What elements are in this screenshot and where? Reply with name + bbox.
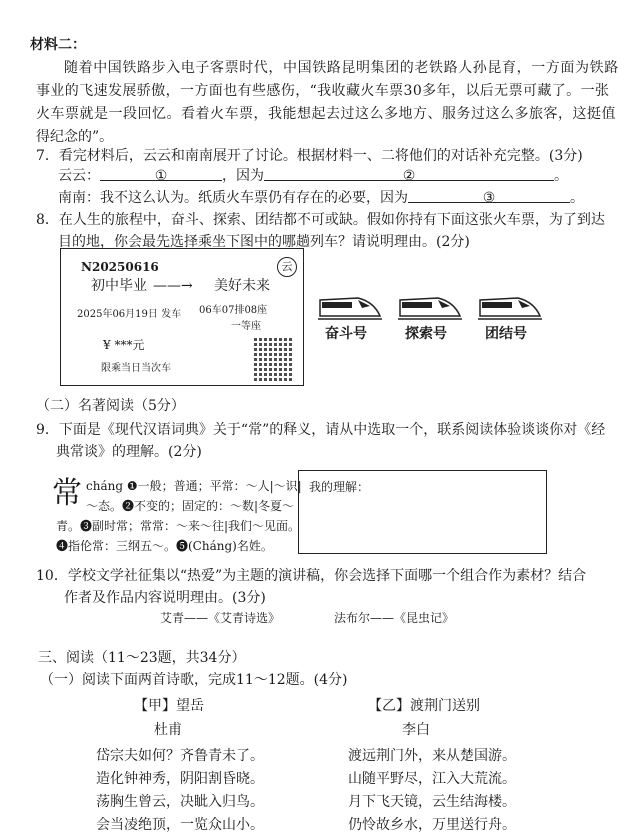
train-icon xyxy=(318,294,384,322)
answer-box[interactable] xyxy=(298,470,547,554)
ticket-note: 限乘当日当次车 xyxy=(101,363,171,374)
poem-line: 月下飞天镜，云生结海楼。 xyxy=(348,794,516,810)
q9-line1: 9．下面是《现代汉语词典》关于“常”的释义，请从中选取一个，联系阅读体验谈谈你对《经 xyxy=(36,422,606,438)
answer-blank-1[interactable]: ① xyxy=(100,166,222,181)
material-line: 事业的飞速发展骄傲，一方面也有些感伤，“我收藏火车票30多年，以后无票可藏了。一张 xyxy=(36,83,610,99)
dict-line: 青。❸副时常；常常：～来～往|我们～见面。 xyxy=(56,519,301,533)
train-icon xyxy=(398,294,464,322)
train-icon xyxy=(478,294,544,322)
ticket-from: 初中毕业 xyxy=(91,278,147,294)
dict-line: ❹指伦常：三纲五～。❺(Cháng)名姓。 xyxy=(56,539,273,553)
dict-line: cháng ❶一般；普通；平常：～人|～识| xyxy=(86,479,302,493)
period: 。 xyxy=(570,190,584,206)
ticket-date: 2025年06月19日 发车 xyxy=(77,309,182,320)
section-heading: 三、阅读（11～23题，共34分） xyxy=(38,650,246,666)
poem-line: 荡胸生曾云，决眦入归鸟。 xyxy=(96,794,264,810)
q9-line2: 典常谈》的理解。(2分) xyxy=(56,444,202,460)
poem-author: 杜甫 xyxy=(154,722,182,738)
qr-code-icon xyxy=(254,337,292,381)
train-ticket xyxy=(60,248,304,386)
q7-stem: 7．看完材料后，云云和南南展开了讨论。根据材料一、二将他们的对话补充完整。(3分) xyxy=(36,148,583,164)
dict-line: ～态。❷不变的；固定的：～数|冬夏～ xyxy=(86,499,295,513)
train-label: 团结号 xyxy=(485,326,527,342)
nannan-text: 南南：我不这么认为。纸质火车票仍有存在的必要，因为 xyxy=(58,190,408,206)
ticket-badge: 云 xyxy=(277,257,297,277)
poem-line: 会当凌绝顶，一览众山小。 xyxy=(96,817,264,833)
ticket-class: 一等座 xyxy=(231,321,261,332)
q10-option: 法布尔——《昆虫记》 xyxy=(334,611,455,625)
material-line: 随着中国铁路步入电子客票时代，中国铁路昆明集团的老铁路人孙昆育，一方面为铁路 xyxy=(64,60,619,76)
subsection-heading: （一）阅读下面两首诗歌，完成11～12题。(4分) xyxy=(40,672,348,688)
q8-line2: 目的地，你会最先选择乘坐下图中的哪趟列车？请说明理由。(2分) xyxy=(58,234,470,250)
poem-title: 【甲】望岳 xyxy=(134,698,204,714)
poem-line: 岱宗夫如何？齐鲁青未了。 xyxy=(96,748,264,764)
ticket-to: 美好未来 xyxy=(214,278,270,294)
ticket-number: N20250616 xyxy=(81,260,159,274)
poem-line: 仍怜故乡水，万里送行舟。 xyxy=(348,817,516,833)
speaker-label: 云云： xyxy=(58,168,100,184)
poem-line: 山随平野尽，江入大荒流。 xyxy=(348,771,516,787)
poem-line: 渡远荆门外，来从楚国游。 xyxy=(348,748,516,764)
poem-line: 造化钟神秀，阴阳割昏晓。 xyxy=(96,771,264,787)
q10-option: 艾青——《艾青诗选》 xyxy=(160,611,281,625)
material-line: 得纪念的”。 xyxy=(36,129,114,145)
poem-author: 李白 xyxy=(402,722,430,738)
poem-title: 【乙】渡荆门送别 xyxy=(368,698,480,714)
section-heading: （二）名著阅读（5分） xyxy=(36,398,185,414)
answer-blank-2[interactable]: ② xyxy=(264,166,554,181)
answer-blank-3[interactable]: ③ xyxy=(408,188,570,203)
arrow-icon: ——→ xyxy=(153,278,193,294)
q10-line1: 10．学校文学社征集以“热爱”为主题的演讲稿，你会选择下面哪一个组合作为素材？结合 xyxy=(36,568,587,584)
train-label: 探索号 xyxy=(405,326,447,342)
material-title: 材料二： xyxy=(30,37,86,53)
q7-yunyun xyxy=(58,166,568,186)
material-line: 火车票就是一段回忆。看着火车票，我能想起去过这么多地方、服务过这么多旅客，这挺值 xyxy=(36,106,616,122)
ticket-seat: 06车07排08座 xyxy=(199,305,268,316)
answer-label: 我的理解： xyxy=(309,480,370,494)
ticket-price: ¥ ***元 xyxy=(103,338,145,352)
period: 。 xyxy=(554,168,568,184)
q7-nannan xyxy=(58,188,584,208)
because-text: ，因为 xyxy=(222,168,264,184)
dict-headword: 常 xyxy=(52,476,82,511)
q10-line2: 作者及作品内容说明理由。(3分) xyxy=(64,590,266,606)
train-label: 奋斗号 xyxy=(325,326,367,342)
q8-line1: 8．在人生的旅程中，奋斗、探索、团结都不可或缺。假如你持有下面这张火车票，为了到达 xyxy=(36,212,605,228)
